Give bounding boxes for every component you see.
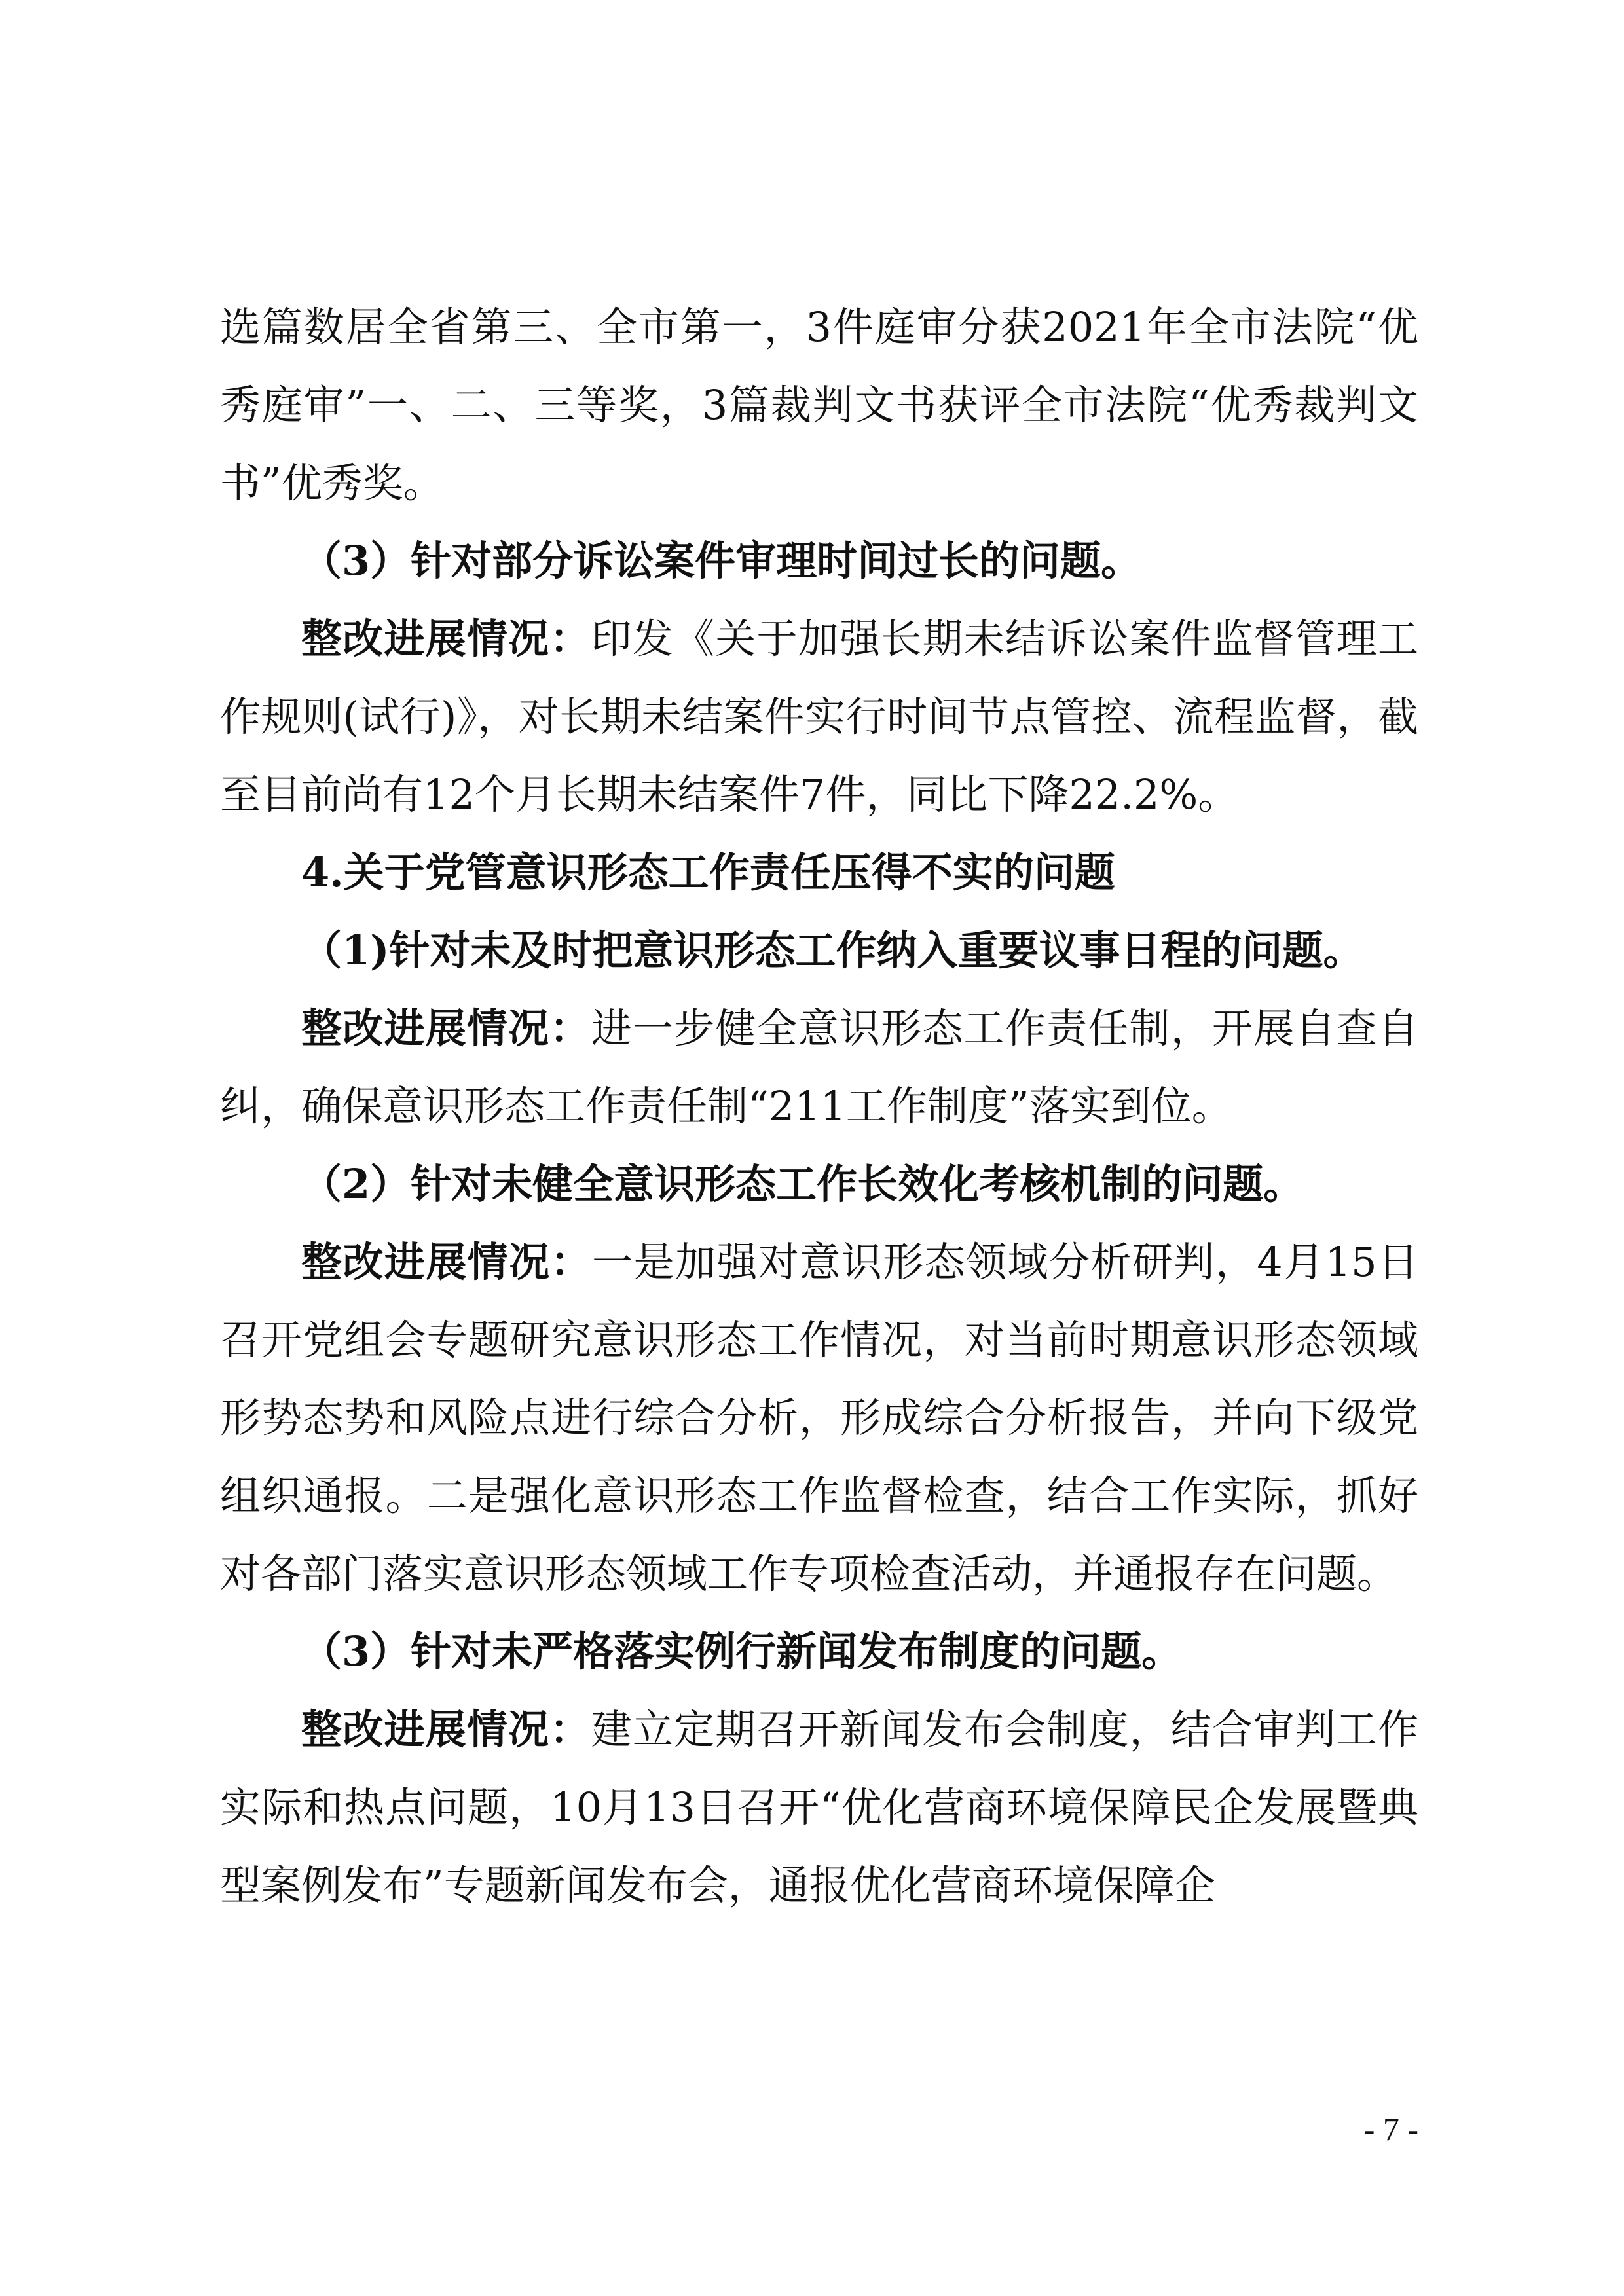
progress-paragraph: [220, 1223, 1418, 1613]
heading-text: （3）针对部分诉讼案件审理时间过长的问题。: [301, 537, 1142, 585]
heading-text: （2）针对未健全意识形态工作长效化考核机制的问题。: [301, 1160, 1304, 1208]
progress-label: 整改进展情况：: [301, 1238, 593, 1286]
section-heading: [220, 1145, 1418, 1223]
section-heading: [220, 522, 1418, 600]
progress-paragraph: [220, 600, 1418, 833]
section-heading: [220, 1613, 1418, 1690]
paragraph-text: 一是加强对意识形态领域分析研判，4月15日召开党组会专题研究意识形态工作情况，对当前时期意识形态领域形势态势和风险点进行综合分析，形成综合分析报告，并向下级党组织通报。二是强化意识形态工作监督检查，结合工作实际，抓好对各部门落实意识形态领域工作专项检查活动，并通报存在问题。: [220, 1238, 1418, 1597]
progress-label: 整改进展情况：: [301, 1705, 591, 1753]
paragraph-text: 选篇数居全省第三、全市第一，3件庭审分获2021年全市法院“优秀庭审”一、二、三等奖，3篇裁判文书获评全市法院“优秀裁判文书”优秀奖。: [220, 303, 1418, 507]
progress-label: 整改进展情况：: [301, 615, 591, 663]
page-number: - 7 -: [1363, 2111, 1418, 2147]
section-heading: [220, 833, 1418, 911]
section-heading: [220, 911, 1418, 989]
heading-text: （3）针对未严格落实例行新闻发布制度的问题。: [301, 1628, 1183, 1675]
paragraph-text: 印发《关于加强长期未结诉讼案件监督管理工作规则(试行)》，对长期未结案件实行时间节点管控、流程监督，截至目前尚有12个月长期未结案件7件，同比下降22.2%。: [220, 615, 1418, 818]
paragraph-text: 进一步健全意识形态工作责任制，开展自查自纠，确保意识形态工作责任制“211工作制度”落实到位。: [220, 1004, 1418, 1130]
progress-paragraph: [220, 1690, 1418, 1924]
progress-paragraph: [220, 989, 1418, 1145]
heading-text: 4.关于党管意识形态工作责任压得不实的问题: [301, 848, 1115, 896]
paragraph-text: 建立定期召开新闻发布会制度，结合审判工作实际和热点问题，10月13日召开“优化营商环境保障民企发展暨典型案例发布”专题新闻发布会，通报优化营商环境保障企: [220, 1705, 1418, 1909]
paragraph-continuation: [220, 288, 1418, 522]
heading-text: （1)针对未及时把意识形态工作纳入重要议事日程的问题。: [301, 926, 1364, 974]
document-body: [220, 288, 1418, 1924]
progress-label: 整改进展情况：: [301, 1004, 591, 1052]
